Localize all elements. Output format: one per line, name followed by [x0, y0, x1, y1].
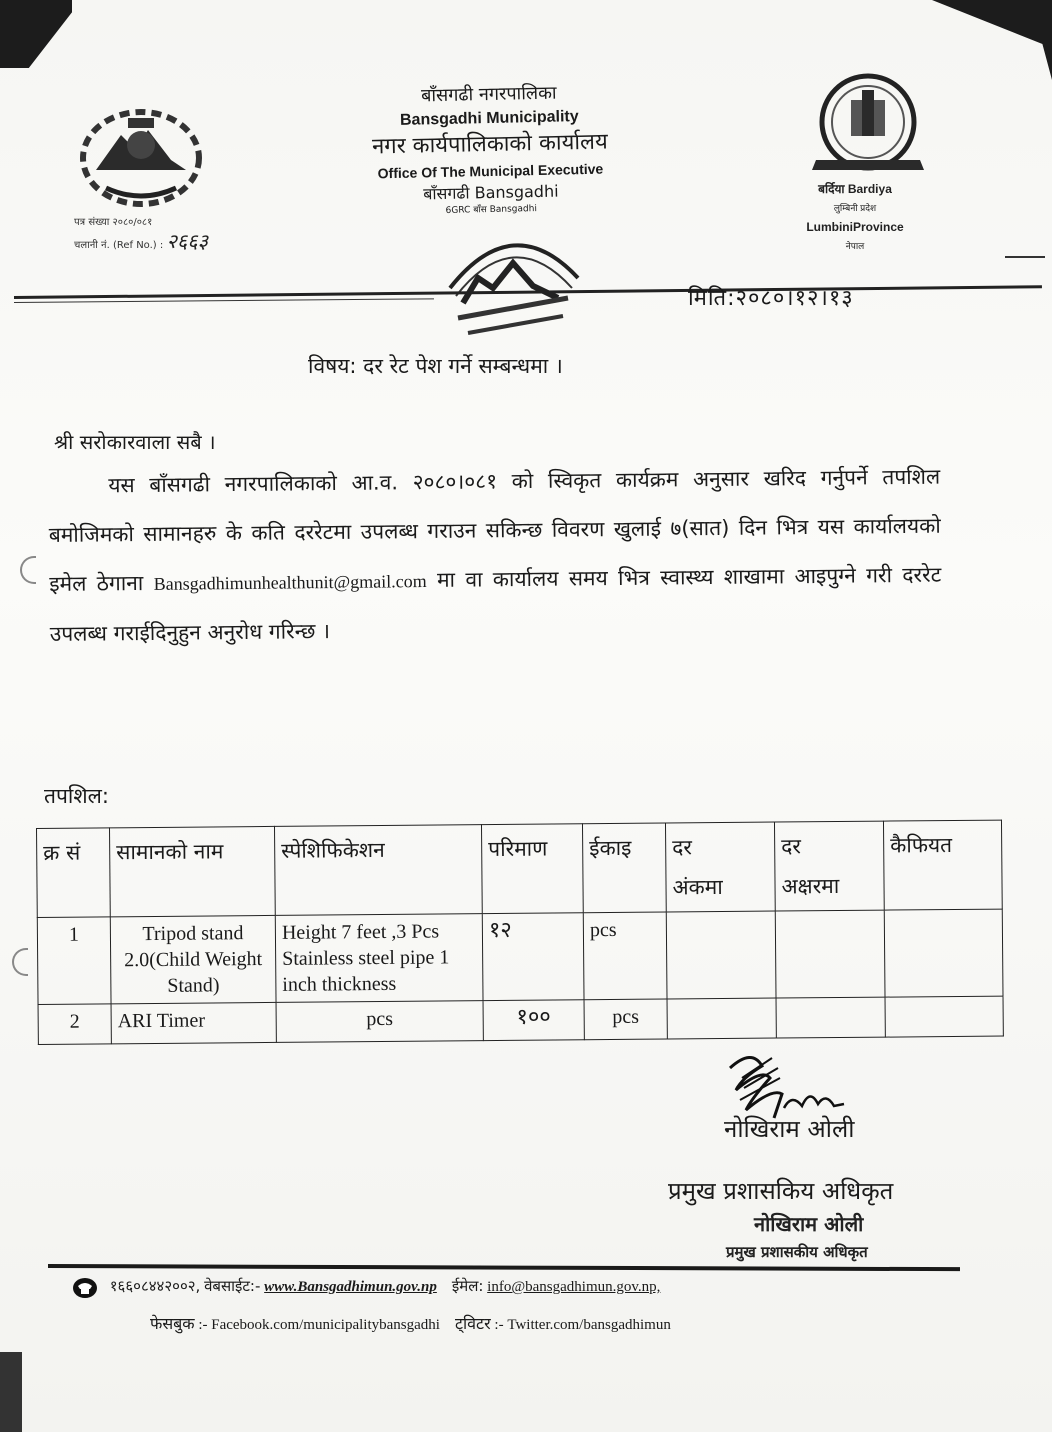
province-name-en: LumbiniProvince [806, 220, 904, 234]
footer-contact-line [72, 1276, 660, 1299]
header-rate-words-line1: दर [781, 834, 802, 859]
cell-remarks [885, 996, 1003, 1037]
signatory-title: प्रमुख प्रशासकिय अधिकृत [668, 1177, 894, 1205]
scan-shadow-top-right [932, 0, 1052, 80]
office-code: 6GRC बाँस Bansgadhi [445, 204, 538, 216]
scan-shadow-top-left [0, 0, 72, 68]
header-item-name: सामानको नाम [110, 826, 276, 916]
punch-hole-mark [12, 948, 28, 976]
punch-hole-mark [20, 556, 36, 584]
footer-email-label: ईमेल: [451, 1277, 484, 1295]
letter-date: मिति:२०८०।१२।१३ [688, 286, 854, 311]
header-unit: ईकाइ [582, 823, 666, 913]
cell-rate-words [775, 910, 885, 998]
table-header-row [37, 820, 1003, 917]
header-rule-thin [14, 298, 434, 303]
table-row [37, 909, 1003, 1004]
header-rate-figures-line1: दर [672, 835, 693, 860]
cell-quantity: १०० [483, 1000, 584, 1041]
header-quantity: परिमाण [481, 824, 583, 914]
footer-social-line [150, 1312, 671, 1334]
name-stamp: नोखिराम ओली [754, 1212, 864, 1236]
nepal-emblem-icon [76, 100, 206, 210]
title-stamp: प्रमुख प्रशासकीय अधिकृत [726, 1243, 868, 1261]
header-specification: स्पेशिफिकेशन [274, 825, 482, 916]
reference-block [74, 214, 208, 255]
cell-item-name: ARI Timer [111, 1002, 276, 1043]
letter-body [48, 453, 942, 659]
district-name: बर्दिया Bardiya [818, 182, 892, 196]
items-table [36, 820, 1004, 1045]
footer-phone: १६६०८४४२००२, [109, 1277, 201, 1295]
phone-icon [72, 1277, 98, 1299]
cell-unit: pcs [583, 912, 667, 1000]
cell-remarks [884, 909, 1003, 997]
footer-facebook-label: फेसबुक [150, 1314, 195, 1333]
footer-facebook: :- Facebook.com/municipalitybansgadhi [198, 1317, 440, 1333]
province-name-ne: लुम्बिनी प्रदेश [833, 203, 877, 213]
cell-rate-figures [666, 911, 776, 999]
cell-serial: 2 [38, 1004, 111, 1045]
body-text-part1: यस बाँसगढी नगरपालिकाको आ.व. २०८०।०८१ को स्विकृत कार्यक्रम अनुसार खरिद गर्नुपर्ने तपशिल बमोजिमको सामानहरु के कति दररेटमा उपलब्ध गराउन सकिन्छ विवरण खुलाई ७(सात) दिन भित्र यस कार्यालयको इमेल ठेगाना [48, 464, 941, 596]
header-rate-words-line2: अक्षरमा [781, 873, 840, 899]
body-text-part2: मा वा कार्यालय समय भित्र स्वास्थ्य शाखामा आइपुग्ने गरी दररेट उपलब्ध गराईदिनुहुन अनुरोध गरिन्छ । [49, 562, 942, 646]
cell-unit: pcs [584, 999, 667, 1040]
municipality-name-en: Bansgadhi Municipality [399, 108, 579, 129]
header-rule-short [1005, 256, 1045, 258]
letter-number-label: पत्र संख्या २०८०/०८१ [74, 217, 153, 228]
cell-quantity: १२ [482, 913, 584, 1001]
footer-twitter-label: ट्विटर [454, 1314, 491, 1333]
header-rate-figures-line2: अंकमा [672, 875, 723, 900]
right-address-block [790, 180, 920, 256]
header-rate-words [774, 821, 884, 911]
cell-specification: Height 7 feet ,3 Pcs Stainless steel pipe 1 inch thickness [275, 914, 483, 1003]
footer-email: info@bansgadhimun.gov.np, [487, 1279, 661, 1295]
table-row [38, 996, 1003, 1044]
footer-website-label: वेबसाईट:- [204, 1277, 261, 1295]
dispatch-number-label: चलानी नं. (Ref No.) : [74, 240, 164, 251]
office-seal-stamp [438, 218, 588, 343]
header-serial: क्र सं [37, 828, 111, 918]
office-name-ne: नगर कार्यपालिकाको कार्यालय [371, 129, 608, 160]
country-name: नेपाल [845, 241, 865, 251]
letterhead [309, 78, 672, 220]
footer-rule [48, 1264, 960, 1271]
cell-item-name: Tripod stand 2.0(Child Weight Stand) [110, 915, 276, 1003]
municipality-logo-icon [806, 72, 936, 182]
footer-twitter: :- Twitter.com/bansgadhimun [494, 1317, 671, 1333]
municipality-name-ne: बाँसगढी नगरपालिका [420, 82, 557, 107]
footer-website: www.Bansgadhimun.gov.np [264, 1279, 437, 1295]
letter-subject: विषय: दर रेट पेश गर्ने सम्बन्धमा । [308, 354, 563, 378]
cell-rate-figures [667, 998, 776, 1039]
details-label: तपशिल: [44, 784, 109, 808]
cell-specification: pcs [276, 1001, 483, 1043]
office-place: बाँसगढी Bansgadhi [423, 181, 559, 204]
salutation: श्री सरोकारवाला सबै । [54, 430, 216, 454]
scan-shadow-bottom-left [0, 1352, 22, 1432]
cell-serial: 1 [37, 917, 111, 1005]
dispatch-number-value: २६६३ [166, 229, 209, 253]
signatory-name: नोखिराम ओली [724, 1115, 855, 1143]
body-email-address: Bansgadhimunhealthunit@gmail.com [153, 571, 427, 594]
office-name-en: Office Of The Municipal Executive [377, 160, 604, 182]
header-remarks: कैफियत [883, 820, 1002, 910]
header-rate-figures [665, 822, 775, 912]
cell-rate-words [776, 997, 885, 1038]
